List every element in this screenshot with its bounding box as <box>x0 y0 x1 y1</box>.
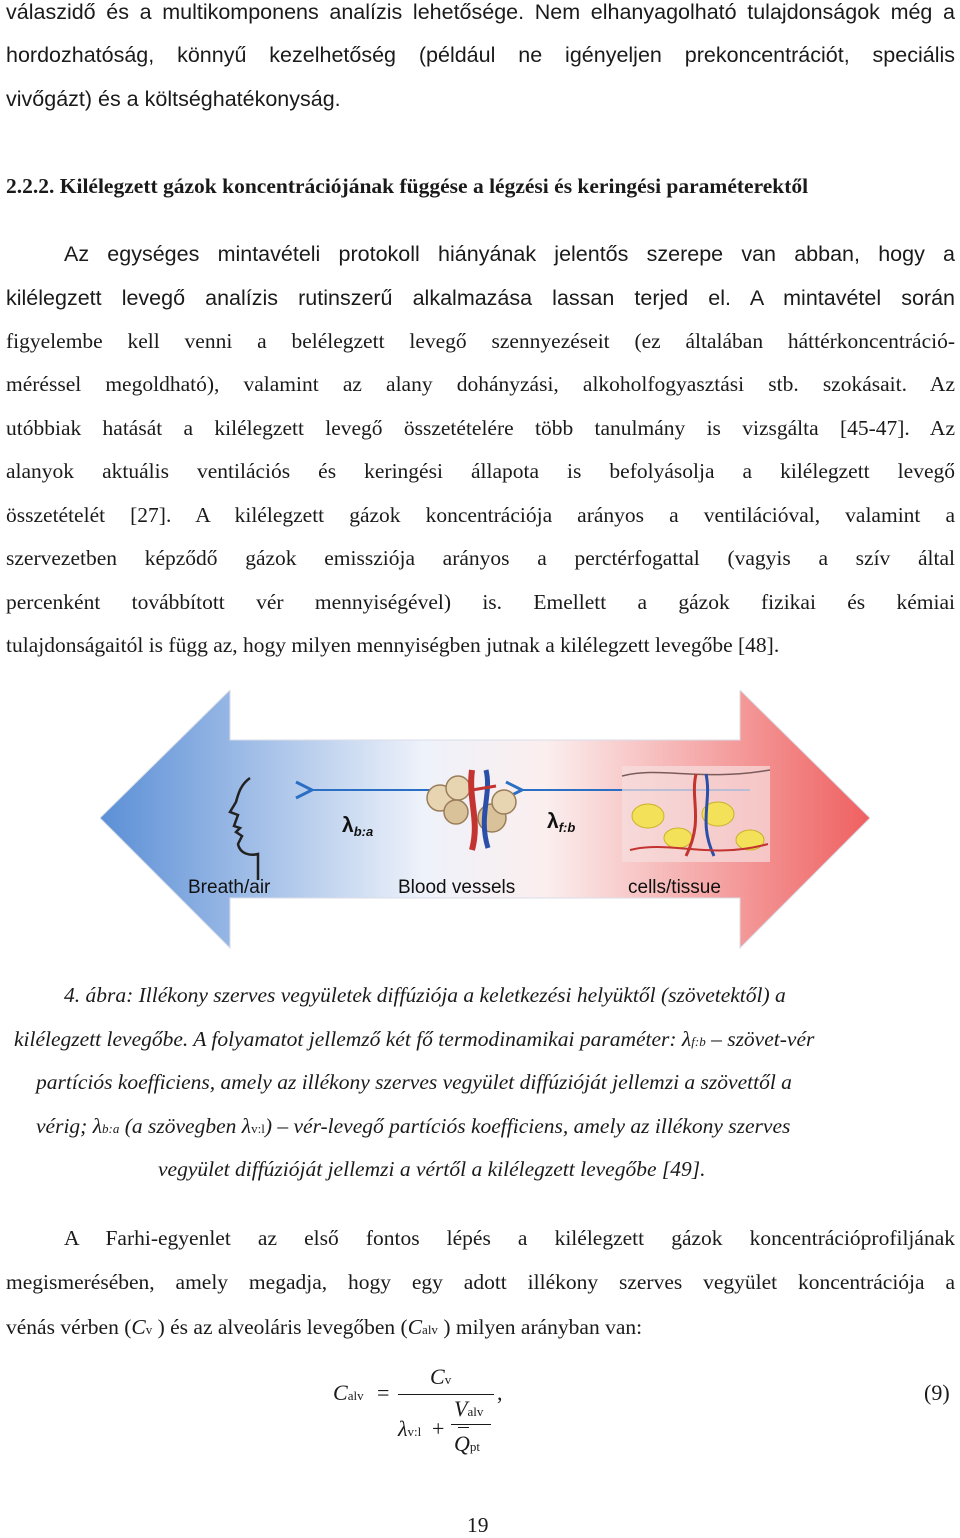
label-breath-air: Breath/air <box>188 877 271 898</box>
equation-numerator: Cv <box>430 1364 452 1389</box>
fraction-bar <box>398 1394 494 1395</box>
para1-line-5: utóbbiak hatását a kilélegzett levegő összetételére több tanulmány is vizsgálta [45-47]. Az <box>6 416 955 440</box>
caption-line-4: vérig; λb:a (a szövegben λv:l) – vér-levegő partíciós koefficiens, amely az illékony szerves <box>36 1114 791 1138</box>
equation-number: (9) <box>924 1380 950 1405</box>
equation-lhs: Calv <box>333 1380 364 1405</box>
label-blood-vessels: Blood vessels <box>398 877 516 898</box>
para1-line-7: összetételét [27]. A kilélegzett gázok koncentrációja arányos a ventilációval, valamint a <box>6 503 955 527</box>
tissue-illustration <box>622 766 770 862</box>
intro-line-3: vivőgázt) és a költséghatékonyság. <box>6 87 341 111</box>
para1-line-6: alanyok aktuális ventilációs és keringési állapota is befolyásolja a kilélegzett levegő <box>6 459 955 483</box>
lambda-fb-label: λf:b <box>547 810 576 835</box>
equation-comma: , <box>497 1380 503 1405</box>
page-number: 19 <box>467 1513 489 1537</box>
intro-line-1: válaszidő és a multikomponens analízis lehetősége. Nem elhanyagolható tulajdonságok még a <box>6 0 955 24</box>
lambda-ba-label: λb:a <box>342 814 374 839</box>
para1-line-3: figyelembe kell venni a belélegzett levegő szennyezéseit (ez általában háttérkoncentráció- <box>6 329 955 353</box>
inner-fraction-bar <box>451 1424 491 1425</box>
para1-line-9: percenként továbbított vér mennyiségével) is. Emellett a gázok fizikai és kémiai <box>6 590 955 614</box>
para2-line-1: A Farhi-egyenlet az első fontos lépés a kilélegzett gázok koncentrációprofiljának <box>64 1226 955 1250</box>
diffusion-figure <box>100 690 870 950</box>
equation-Q: Qpt <box>454 1431 481 1456</box>
para1-line-1: Az egységes mintavételi protokoll hiányának jelentős szerepe van abban, hogy a <box>64 242 955 266</box>
equation-V: Valv <box>454 1396 484 1421</box>
para2-line-3: vénás vérben (Cv ) és az alveoláris levegőben (Calv ) milyen arányban van: <box>6 1315 643 1339</box>
para1-line-10: tulajdonságaitól is függ az, hogy milyen mennyiségben jutnak a kilélegzett levegőbe [48]. <box>6 633 780 657</box>
equation-lambda: λv:l <box>398 1416 422 1441</box>
intro-line-2: hordozhatóság, könnyű kezelhetőség (például ne igényeljen prekoncentrációt, speciális <box>6 43 955 67</box>
para2-line-2: megismerésében, amely megadja, hogy egy adott illékony szerves vegyület koncentrációja a <box>6 1270 955 1294</box>
label-cells-tissue: cells/tissue <box>628 877 721 898</box>
section-heading: 2.2.2. Kilélegzett gázok koncentrációjának függése a légzési és keringési paraméterektől <box>6 174 809 198</box>
equation-plus: + <box>432 1416 445 1441</box>
para1-line-8: szervezetben képződő gázok emissziója arányos a perctérfogattal (vagyis a szív által <box>6 546 955 570</box>
caption-line-3: partíciós koefficiens, amely az illékony szerves vegyület diffúzióját jellemzi a szövettől a <box>36 1070 792 1094</box>
caption-line-1: 4. ábra: Illékony szerves vegyületek diffúziója a keletkezési helyüktől (szövetektől) a <box>64 983 786 1007</box>
caption-line-2: kilélegzett levegőbe. A folyamatot jellemző két fő termodinamikai paraméter: λf:b – szövet-vér <box>14 1027 815 1051</box>
Q-dot-bar <box>458 1427 469 1428</box>
equation-equals: = <box>377 1380 390 1405</box>
caption-line-5: vegyület diffúzióját jellemzi a vértől a kilélegzett levegőbe [49]. <box>158 1157 706 1181</box>
para1-line-4: méréssel megoldható), valamint az alany dohányzási, alkoholfogyasztási stb. szokásait. Az <box>6 372 955 396</box>
para1-line-2: kilélegzett levegő analízis rutinszerű alkalmazása lassan terjed el. A mintavétel során <box>6 286 955 310</box>
